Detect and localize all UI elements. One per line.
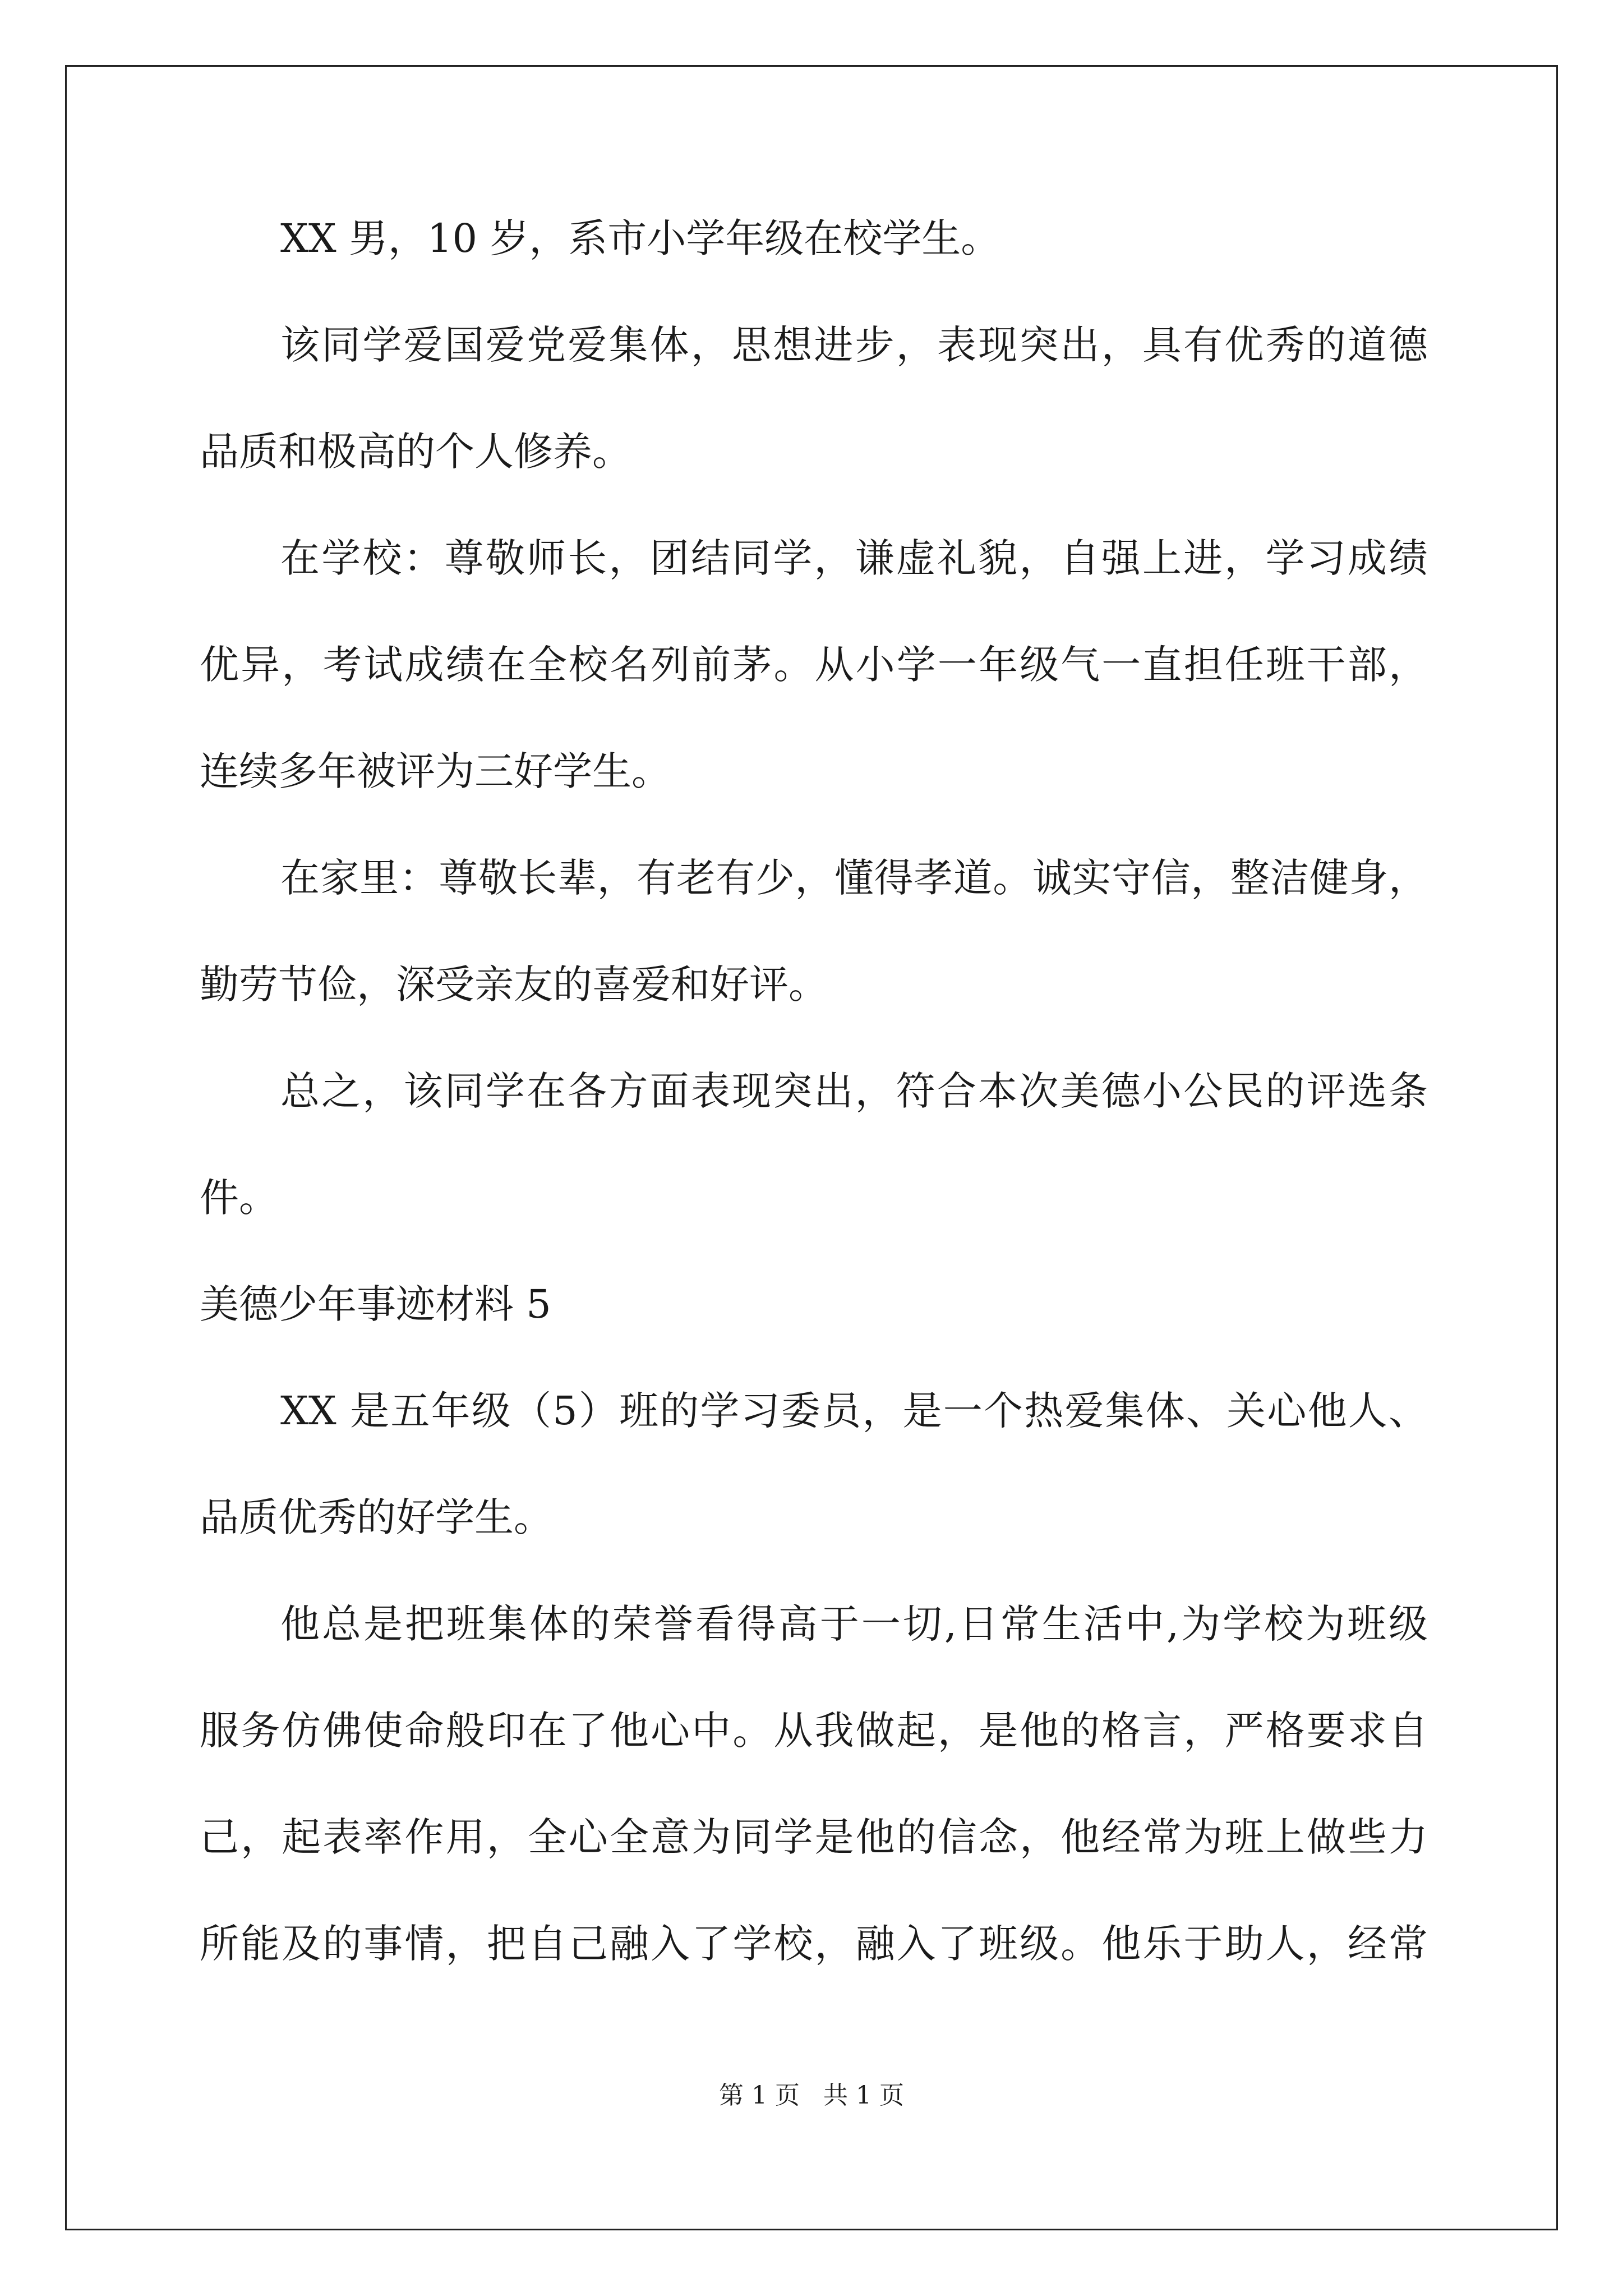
paragraph-line: 他总是把班集体的荣誉看得高于一切,日常生活中,为学校为班级 — [280, 1601, 1428, 1647]
paragraph-line: 勤劳节俭，深受亲友的喜爱和好评。 — [200, 961, 828, 1007]
paragraph-line: 服务仿佛使命般印在了他心中。从我做起，是他的格言，严格要求自 — [200, 1708, 1428, 1754]
page-number-footer: 第 1 页 共 1 页 — [719, 2081, 904, 2110]
paragraph-line: 连续多年被评为三好学生。 — [200, 748, 671, 794]
paragraph-line: 品质优秀的好学生。 — [200, 1494, 553, 1540]
page-border — [65, 65, 1558, 2230]
paragraph-line: 该同学爱国爱党爱集体，思想进步，表现突出，具有优秀的道德 — [280, 322, 1428, 368]
paragraph-line: 品质和极高的个人修养。 — [200, 429, 631, 475]
paragraph-line: 件。 — [200, 1175, 278, 1221]
paragraph-line: 在家里：尊敬长辈，有老有少，懂得孝道。诚实守信，整洁健身， — [280, 855, 1428, 901]
section-heading: 美德少年事迹材料 5 — [200, 1281, 551, 1327]
paragraph-line: 在学校：尊敬师长，团结同学，谦虚礼貌，自强上进，学习成绩 — [280, 535, 1428, 581]
paragraph-line: 优异，考试成绩在全校名列前茅。从小学一年级气一直担任班干部， — [200, 642, 1428, 688]
paragraph-line: 所能及的事情，把自己融入了学校，融入了班级。他乐于助人，经常 — [200, 1921, 1428, 1967]
paragraph-line: 己，起表率作用，全心全意为同学是他的信念，他经常为班上做些力 — [200, 1814, 1428, 1860]
paragraph-line: XX 男，10 岁，系市小学年级在校学生。 — [280, 215, 1000, 261]
paragraph-line: 总之，该同学在各方面表现突出，符合本次美德小公民的评选条 — [280, 1068, 1428, 1114]
paragraph-line: XX 是五年级（5）班的学习委员，是一个热爱集体、关心他人、 — [280, 1388, 1428, 1434]
